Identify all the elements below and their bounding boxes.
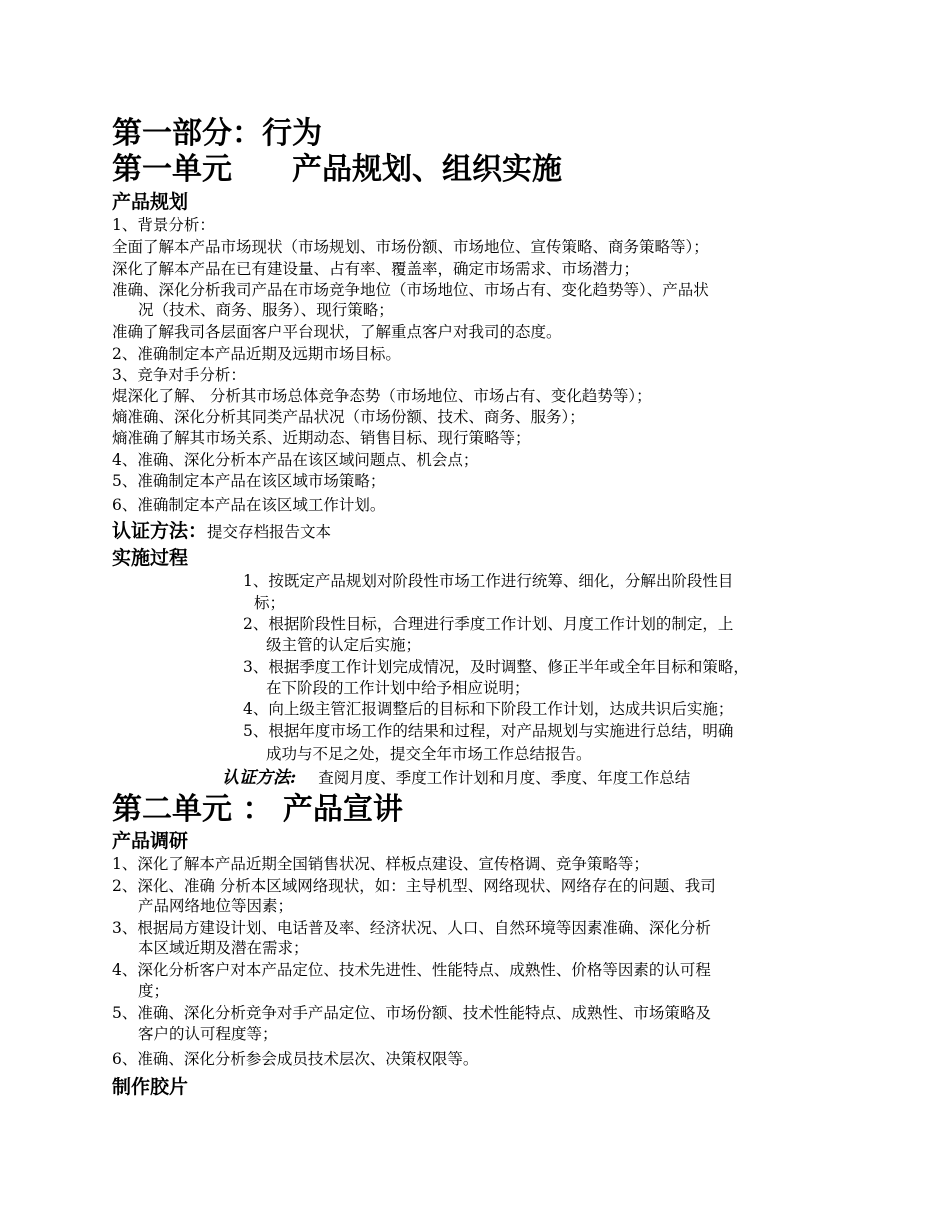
research-line: 6、准确、深化分析参会成员技术层次、决策权限等。 [112,1050,479,1068]
implementation-line: 在下阶段的工作计划中给予相应说明； [266,679,530,697]
research-line: 3、根据局方建设计划、电话普及率、经济状况、人口、自然环境等因素准确、深化分析 [112,919,711,937]
implementation-line: 1、按既定产品规划对阶段性市场工作进行统筹、细化，分解出阶段性目 [243,572,734,590]
certification-text: 查阅月度、季度工作计划和月度、季度、年度工作总结 [318,769,691,787]
planning-line: 深化了解本产品在已有建设量、占有率、覆盖率，确定市场需求、市场潜力； [112,260,640,278]
research-line: 产品网络地位等因素； [138,897,294,915]
planning-line: 6、准确制定本产品在该区域工作计划。 [112,496,386,514]
implementation-certification [222,767,690,789]
research-line: 2、深化、准确 分析本区域网络现状，如：主导机型、网络现状、网络存在的问题、我司 [112,877,716,895]
planning-heading: 产品规划 [112,191,189,213]
implementation-line: 3、根据季度工作计划完成情况，及时调整、修正半年或全年目标和策略， [243,658,749,676]
planning-line: 况（技术、商务、服务）、现行策略； [138,301,394,319]
certification-label: 认证方法: [222,768,297,788]
planning-line: 焜深化了解、 分析其市场总体竞争态势（市场地位、市场占有、变化趋势等）； [112,387,652,405]
implementation-line: 2、根据阶段性目标，合理进行季度工作计划、月度工作计划的制定，上 [243,615,734,633]
part-title: 第一部分：行为 [112,116,322,151]
research-line: 客户的认可程度等； [138,1025,278,1043]
research-heading: 产品调研 [112,830,189,852]
unit2-title: 第二单元 ： 产品宣讲 [112,792,403,827]
planning-line: 1、背景分析： [112,216,215,234]
implementation-line: 标； [254,594,286,612]
planning-line: 全面了解本产品市场现状（市场规划、市场份额、市场地位、宣传策略、商务策略等）； [112,238,709,256]
planning-line: 准确了解我司各层面客户平台现状，了解重点客户对我司的态度。 [112,323,562,341]
certification-text: 提交存档报告文本 [207,523,332,541]
planning-line: 3、竞争对手分析： [112,366,246,384]
implementation-line: 级主管的认定后实施； [266,636,422,654]
planning-certification [112,520,331,543]
certification-label: 认证方法： [112,520,208,542]
planning-line: 2、准确制定本产品近期及远期市场目标。 [112,345,401,363]
planning-line: 熵准确了解其市场关系、近期动态、销售目标、现行策略等； [112,429,531,447]
research-line: 4、深化分析客户对本产品定位、技术先进性、性能特点、成熟性、价格等因素的认可程 [112,961,711,979]
research-line: 5、准确、深化分析竞争对手产品定位、市场份额、技术性能特点、成熟性、市场策略及 [112,1004,711,1022]
slides-heading: 制作胶片 [112,1076,189,1098]
planning-line: 熵准确、深化分析其同类产品状况（市场份额、技术、商务、服务）； [112,408,585,426]
implementation-line: 成功与不足之处，提交全年市场工作总结报告。 [266,745,592,763]
research-line: 度； [138,982,170,1000]
research-line: 1、深化了解本产品近期全国销售状况、样板点建设、宣传格调、竞争策略等； [112,855,649,873]
implementation-heading: 实施过程 [112,547,189,569]
implementation-line: 4、向上级主管汇报调整后的目标和下阶段工作计划，达成共识后实施； [243,700,734,718]
research-line: 本区域近期及潜在需求； [138,939,309,957]
planning-line: 准确、深化分析我司产品在市场竞争地位（市场地位、市场占有、变化趋势等）、产品状 [112,281,709,299]
planning-line: 5、准确制定本产品在该区域市场策略； [112,472,386,490]
unit1-title: 第一单元 产品规划、组织实施 [112,152,562,187]
planning-line: 4、准确、深化分析本产品在该区域问题点、机会点； [112,451,479,469]
implementation-line: 5、根据年度市场工作的结果和过程，对产品规划与实施进行总结，明确 [243,722,734,740]
